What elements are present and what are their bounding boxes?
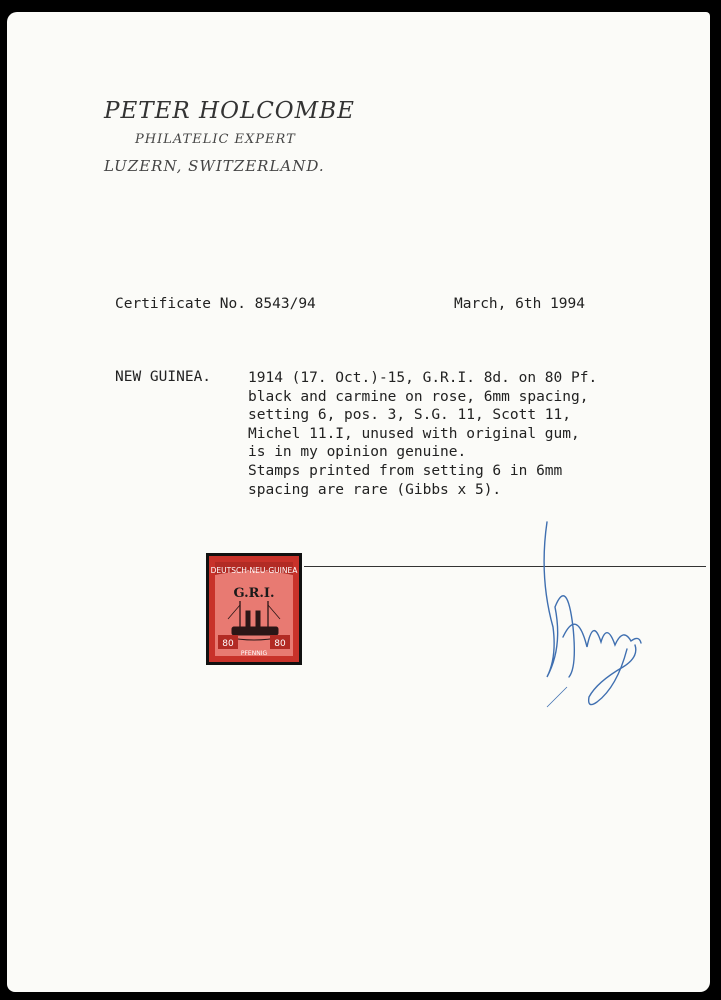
description-line: is in my opinion genuine.	[248, 444, 467, 461]
certificate-date: March, 6th 1994	[454, 296, 585, 312]
stamp-svg	[206, 553, 302, 665]
stamp-value-right: 80	[274, 639, 286, 649]
stamp-top-text: DEUTSCH-NEU-GUINEA	[210, 566, 298, 575]
description-line: black and carmine on rose, 6mm spacing,	[248, 388, 589, 405]
country-label: NEW GUINEA.	[115, 369, 212, 385]
stamp-description	[248, 369, 597, 499]
description-line: spacing are rare (Gibbs x 5).	[248, 481, 502, 498]
description-line: setting 6, pos. 3, S.G. 11, Scott 11,	[248, 407, 572, 424]
signature-image	[527, 517, 667, 722]
expert-title: PHILATELIC EXPERT	[135, 132, 296, 147]
stamp-value-left: 80	[222, 639, 234, 649]
description-line: Stamps printed from setting 6 in 6mm	[248, 462, 563, 479]
stamp-image	[206, 553, 302, 670]
description-line: Michel 11.I, unused with original gum,	[248, 425, 580, 442]
handwritten-signature	[527, 517, 667, 717]
stamp-bottom-text: PFENNIG	[240, 650, 268, 657]
certificate-paper	[7, 12, 710, 992]
description-line: 1914 (17. Oct.)-15, G.R.I. 8d. on 80 Pf.	[248, 370, 598, 386]
stamp-overprint: G.R.I.	[233, 586, 275, 601]
expert-name: PETER HOLCOMBE	[104, 98, 355, 124]
certificate-number: Certificate No. 8543/94	[115, 296, 316, 312]
expert-city: LUZERN, SWITZERLAND.	[104, 157, 325, 175]
